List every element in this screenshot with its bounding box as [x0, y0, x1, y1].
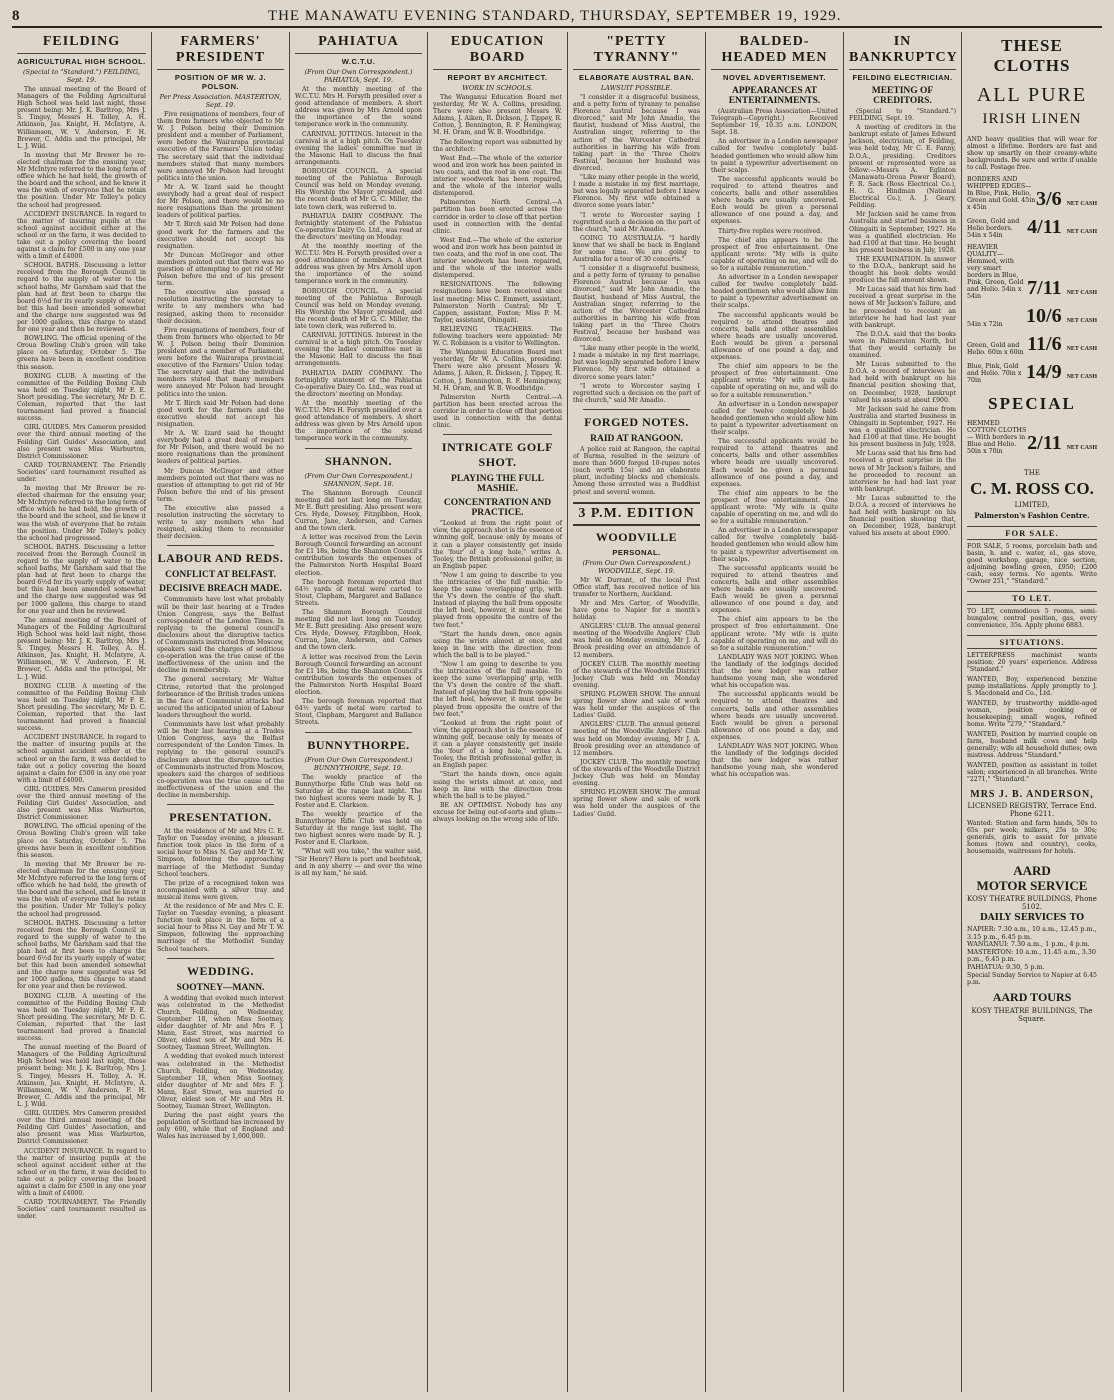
paragraph: An advertiser in a London newspaper called for twelve completely bald-headed gentlemen who would allow him to paint a typewriter advertisement on their scalps.	[711, 527, 838, 563]
price-desc: Green, Gold and Helio borders. 54in x 54in	[967, 218, 1020, 239]
paragraph: A letter was received from the Levin Borough Council forwarding an account for £1 18s, being the Shannon Council's contribution towards the expenses of the Palmerston North Hospital Board election.	[295, 653, 422, 697]
article-body	[157, 995, 284, 1141]
paragraph: LANDLADY WAS NOT JOKING. When the landlady of the lodgings decided that the new lodger was rather handsome young man, she wondered what his occupation was.	[711, 653, 838, 690]
paragraph: The Wanganui Education Board met yesterday, Mr W. A. Collins, presiding. There were also present Messrs W. Adams, J. Aiken, R. Dickson, J. Tippey, R. Cotton, J. Bennington, R. F. Hemingway, M. H. Oram, and W. B. Woodbridge.	[433, 94, 562, 137]
paragraph: ACCIDENT INSURANCE. In regard to the matter of insuring pupils at the school against accident either at the school or on the farm, it was decided to take out a policy covering the board against a claim for £500 in any one year with a limit of £4000.	[17, 210, 146, 261]
article-body	[433, 94, 562, 429]
classified-ad: TO LET, commodious 5 rooms, semi-bungalow, central position, gas, every convenience, 35s. Apply phone 6883.	[967, 608, 1097, 629]
paragraph: "Looked at from the right point of view, the approach shot is the essence of winning golf, because only by means of it can a player consistently get inside the 'four' of a long hole," writes A. Tooley, the British professional golfer, in an English paper.	[433, 719, 562, 770]
divider	[305, 448, 412, 449]
article-body	[295, 774, 422, 877]
price-value: 11/6	[1027, 333, 1062, 355]
dateline: (From Our Own Correspondent.) BUNNYTHORPE, Sept. 19.	[304, 755, 413, 772]
price-row	[967, 361, 1097, 384]
divider	[305, 732, 412, 733]
motor-line: MOTOR SERVICE	[976, 878, 1088, 893]
masthead	[12, 6, 1102, 28]
section-subheading: RAID AT RANGOON.	[590, 433, 683, 444]
paragraph: The general secretary, Mr Walter Citrine, retorted that the prolonged forbearance of the British trades unions in the face of Communist attacks had secured the anticipated union of Labour leaders throughout the world.	[157, 676, 284, 719]
section-subheading: PERSONAL.	[612, 547, 661, 557]
paragraph: The successful applicants would be required to attend theatres and concerts, balls and other assemblies where heads are usually uncovered. Each would be given a personal allowance of one pound a day, and expenses.	[711, 564, 838, 615]
paragraph: The weekly practice of the Bunnythorpe Rifle Club was held on Saturday at the range last night. The two highest scores were made by R. J. Foster and E. Clarkson.	[295, 773, 422, 809]
column-heading: IN BANKRUPTCY	[849, 32, 956, 70]
price-row	[967, 216, 1097, 239]
paragraph: Palmerston North Central.—A partition has been erected across the corridor in order to close off that portion used in connection with the dental clinic.	[433, 393, 562, 430]
section-heading: LABOUR AND REDS.	[157, 551, 284, 566]
paragraph: The D.O.A. said that the books were in Palmerston North, but that they would certainly be examined.	[849, 330, 956, 360]
paragraph: PAHIATUA DAIRY COMPANY. The fortnightly statement of the Pahiatua Co-operative Dairy Co. Ltd., was read at the directors' meeting on Monday.	[295, 369, 422, 398]
paragraph: Palmerston North Central.—A partition has been erected across the corridor in order to close off that portion used in connection with the dental clinic.	[433, 199, 562, 235]
paragraph: LANDLADY WAS NOT JOKING. When the landlady of the lodgings decided that the new lodger was rather handsome young man, she wondered what his occupation was.	[711, 742, 838, 779]
paragraph: Mr Lucas submitted to the D.O.A. a record of interviews he had held with bankrupt on his financial position showing that, on December, 1928, bankrupt valued his assets at about £900.	[849, 494, 956, 538]
paragraph: CARNIVAL JOTTINGS. Interest in the carnival is at a high pitch. On Tuesday evening the ladies' committee met in the Masonic Hall to discuss the final arrangements.	[295, 332, 422, 368]
paragraph: "Now I am going to describe to you the intricacies of the full mashie. To keep the same 'overlapping' grip, with the V's down the centre of the shaft. Instead of playing the ball from opposite the left heel, however, it must now be played from opposite the centre of the two feet."	[433, 571, 562, 629]
article-body	[17, 86, 146, 1220]
paragraph: The prize of a recognised token was accompanied with a silver tray and musical items were given.	[157, 879, 284, 901]
price-desc: BORDERS AND WHIPPED EDGES— In Blue, Pink, Helio, Green and Gold. 45in x 45in	[967, 176, 1036, 211]
edition-banner: 3 P.M. EDITION	[573, 502, 700, 526]
timetable-row: NAPIER: 7.30 a.m., 10 a.m., 12.45 p.m., 3.15 p.m., 6.45 p.m.	[967, 925, 1097, 941]
paragraph: BOXING CLUB. A meeting of the committee of the Feilding Boxing Club was held on Tuesday night, Mr F. E. Short presiding. The secretary, Mr D. C. Coleman, reported that the last tournament had proved a financial success.	[17, 992, 146, 1043]
store-the: THE	[1024, 469, 1040, 477]
paragraph: Mr Lucas submitted to the D.O.A. a record of interviews he had held with bankrupt on his financial position showing that, on December, 1928, bankrupt valued his assets at about £900.	[849, 361, 956, 404]
column-subheading: ELABORATE AUSTRAL BAN.	[578, 73, 695, 82]
paragraph: "Looked at from the right point of view, the approach shot is the essence of winning golf, because only by means of it can a player consistently get inside the 'four' of a long hole," writes A. Tooley, the British professional golfer, in an English paper.	[433, 520, 562, 570]
store-tagline: Palmerston's Fashion Centre.	[974, 511, 1090, 520]
paragraph: SCHOOL BATHS. Discussing a letter received from the Borough Council in regard to the supply of water to the school baths, Mr Garnham said that the plan had at first been to charge the board 6½d for its yearly supply of water, but this had been amended somewhat and the charge now suggested was 9d per 1000 gallons, this charge to stand for one year and then be reviewed.	[17, 262, 146, 334]
motor-subtitle: DAILY SERVICES TO	[979, 913, 1085, 923]
paragraph: An advertiser in a London newspaper called for twelve completely bald-headed gentlemen who would allow him to paint a typewriter advertisement on their scalps.	[711, 138, 838, 174]
column-heading: BALDED-HEADED MEN	[711, 32, 838, 70]
paragraph: A meeting of creditors in the bankrupt estate of James Edward Jackson, electrician, of Feilding, was held today, Mr C. E. Fanny, D.O.A., presiding. Creditors present or represented were as follow:—Messrs A. Eglinton (Manawatu-Oroua Power Board), F. R. Sack (Ross Electrical Co.), H. G. Hindman (National Electrical Co.), A. J. Geary, Feilding.	[849, 124, 956, 210]
paragraph: Mr Duncan McGregor and other members pointed out that there was no question of attempting to get rid of Mr Polson before the end of his present term.	[157, 251, 284, 288]
paragraph: JOCKEY CLUB. The monthly meeting of the stewards of the Woodville District Jockey Club was held on Monday evening.	[573, 758, 700, 788]
paragraph: The following report was submitted by the architect:	[433, 138, 562, 153]
paragraph: Five resignations of members, four of them from farmers who objected to Mr W. J. Polson being their Dominion president and a member of Parliament, were before the Wairarapa provincial executive of the Farmers' Union today. The secretary said that the individual members stated that many members were annoyed Mr Polson had brought politics into the union.	[157, 111, 284, 182]
paragraph: "Like many other people in the world, I made a mistake in my first marriage, but was legally separated before I knew Florence. My first wife obtained a divorce some years later."	[573, 345, 700, 381]
paragraph: The chief aim appears to be the prospect of free entertainment. One applicant wrote: "My wife is quite capable of operating on me, and will do so for a suitable remuneration."	[711, 616, 838, 652]
timetable-row: PAHIATUA: 9.30, 5 p.m.	[967, 962, 1045, 971]
paragraph: SCHOOL BATHS. Discussing a letter received from the Borough Council in regard to the supply of water to the school baths, Mr Garnham said that the plan had at first been to charge the board 6½d for its yearly supply of water, but this had been amended somewhat and the charge now suggested was 9d per 1000 gallons, this charge to stand for one year and then be reviewed.	[17, 919, 146, 991]
price-desc: HEAVIER QUALITY— Hemmed, with very smart borders in Blue, Pink, Green, Gold and Helio. 54in x 54in	[967, 244, 1024, 300]
paragraph: An advertiser in a London newspaper called for twelve completely bald-headed gentlemen who would allow him to paint a typewriter advertisement on their scalps.	[711, 400, 838, 437]
paragraph: Mr Duncan McGregor and other members pointed out that there was no question of attempting to get rid of Mr Polson before the end of his present term.	[157, 467, 284, 503]
article-body	[295, 490, 422, 727]
article-body	[573, 577, 700, 818]
column-heading: EDUCATION BOARD	[433, 32, 562, 70]
paragraph: The successful applicants would be required to attend theatres and concerts, balls and other assemblies where heads are usually uncovered. Each would be given a personal allowance of one pound a day, and expenses.	[711, 311, 838, 362]
column-subheading: W.C.T.U.	[341, 57, 376, 66]
paragraph: "I wrote to Worcester saying I regretted such a decision on the part of the church," said Mr Amadio.	[573, 382, 700, 404]
paragraph: ACCIDENT INSURANCE. In regard to the matter of insuring pupils at the school against accident either at the school or on the farm, it was decided to take out a policy covering the board against a claim for £500 in any one year with a limit of £4000.	[17, 734, 146, 784]
price-value: 10/6	[1026, 305, 1062, 327]
paragraph: Mr and Mrs Carter, of Woodville, have gone to Napier for a month's holiday.	[573, 599, 700, 622]
column-heading: PAHIATUA	[295, 32, 422, 54]
paragraph: The chief aim appears to be the prospect of free entertainment. One applicant wrote: "My wife is quite capable of operating on me, and will do so for a suitable remuneration."	[711, 489, 838, 526]
paragraph: BE AN OPTIMIST. Nobody has any excuse for being out-of-sorts and glum—always looking on the wrong side of life.	[433, 801, 562, 823]
section-heading: WOODVILLE	[595, 529, 678, 544]
column-heading: "PETTY TYRANNY"	[573, 32, 700, 70]
paragraph: Five resignations of members, four of them from farmers who objected to Mr W. J. Polson being their Dominion president and a member of Parliament, were before the Wairarapa provincial executive of the Farmers' Union today. The secretary said that the individual members stated that many members were annoyed Mr Polson had brought politics into the union.	[157, 326, 284, 398]
paragraph: Mr Lucas said that his firm had received a great surprise in the news of Mr Jackson's failure, and he proceeded to recount an interview he had had last year with bankrupt.	[849, 450, 956, 493]
price-note: NET CASH	[1066, 445, 1097, 451]
agency-details: LICENSED REGISTRY, Terrace End. Phone 6211.	[967, 802, 1097, 818]
paragraph: ANGLERS' CLUB. The annual general meeting of the Woodville Anglers' Club was held on Monday evening, Mr J. A. Brook presiding over an attendance of 12 members.	[573, 721, 700, 757]
column-heading: FEILDING	[17, 32, 146, 54]
paragraph: The Wanganui Education Board met yesterday, Mr W. A. Collins, presiding. There were also present Messrs W. Adams, J. Aiken, R. Dickson, J. Tippey, R. Cotton, J. Bennington, R. F. Hemingway, M. H. Oram, and W. B. Woodbridge.	[433, 349, 562, 392]
ad-tagline: ALL PURE	[976, 84, 1088, 106]
article-body	[157, 596, 284, 799]
divider	[167, 958, 274, 959]
masthead-title: THE MANAWATU EVENING STANDARD, THURSDAY, SEPTEMBER 19, 1929.	[267, 7, 842, 24]
paragraph: "I consider it a disgraceful business, and a petty form of tyranny to penalise Florence Austral because I was divorced," said Mr John Amadio, the flautist, husband of Miss Austral, the Australian singer, referring to the action of the Worcester Cathedral authorities in barring his wife from taking part in the 'Three Choirs Festival,' because her husband was divorced.	[573, 94, 700, 172]
paragraph: The Shannon Borough Council meeting did not last long on Tuesday, Mr E. Butt presiding. Also present were Crs. Hyde, Dowsey, Fitzgibbon, Hook, Curran, Jane, Anderson, and Carnes and the town clerk.	[295, 609, 422, 652]
paragraph: GOING TO AUSTRALIA. "I hardly know that we shall be back in England for some time. We are going to Australia for a tour of 30 concerts."	[573, 234, 700, 264]
paragraph: Mr A. W. Izard said he thought everybody had a great deal of respect for Mr Polson, and there would be no more resignations than the prominent leaders of political parties.	[157, 183, 284, 220]
price-note: NET CASH	[1066, 346, 1097, 352]
paragraph: ANGLERS' CLUB. The annual general meeting of the Woodville Anglers' Club was held on Monday evening, Mr J. A. Brook presiding over an attendance of 12 members.	[573, 623, 700, 659]
paragraph: Mr Jackson said he came from Australia and started business in Ohingaiti in September, 1927. He was a qualified electrician. He had £100 at that time. He bought his present business in July, 1928.	[849, 211, 956, 254]
divider	[167, 804, 274, 805]
paragraph: CARD TOURNAMENT. The Friendly Societies' card tournament resulted as under.	[17, 1199, 146, 1221]
paragraph: GIRL GUIDES. Mrs Cameron presided over the third annual meeting of the Feilding Girl Guides' Association, and also present was Miss Warburton, District Commissioner.	[17, 1110, 146, 1146]
paragraph: RESIGNATIONS. The following resignations have been received since last meeting: Miss C. Emmett, assistant, Palmerston North Central; Mr T. Cappen, assistant, Foxton; Miss P. M. Taylor, assistant, Ohingaiti.	[433, 281, 562, 324]
column-subheading: POSITION OF MR W. J. POLSON.	[174, 73, 267, 91]
price-desc: HEMMED COTTON CLOTHS— With borders in Blue and Helio. 50in x 70in	[967, 420, 1027, 455]
classified-heading: SITUATIONS.	[967, 635, 1097, 649]
price-row	[967, 420, 1097, 455]
paragraph: Thirty-five replies were received.	[718, 227, 823, 235]
price-row	[967, 244, 1097, 300]
price-value: 3/6	[1036, 188, 1062, 210]
column-feilding	[12, 32, 152, 1392]
classified-ad: LETTERPRESS machinist wants position; 20 years' experience. Address "Standard."	[967, 652, 1097, 673]
paragraph: THE EXAMINATION. In answer to the D.O.A., bankrupt said he thought his book debts would produce the full amount shown.	[849, 255, 956, 285]
paragraph: The executive also passed a resolution instructing the secretary to write to any members who had resigned, asking them to reconsider their decision.	[157, 504, 284, 541]
paragraph: The executive also passed a resolution instructing the secretary to write to any members who had resigned, asking them to reconsider their decision.	[157, 289, 284, 325]
paragraph: BOWLING. The official opening of the Oroua Bowling Club's green will take place on Saturday, October 5. The greens have been in excellent condition this season.	[17, 335, 146, 371]
paragraph: Communists have lost what probably will be their last hearing at a Trades Union Congress, says the Belfast correspondent of the London Times. In replying to the general council's disclosure about the disruptive tactics of Communists instructed from Moscow, speakers said the charges of seditious co-operation was the true cause of the ineffectiveness of the union and the decline in membership.	[157, 596, 284, 675]
timetable	[967, 926, 1097, 972]
paragraph: A police raid at Rangoon, the capital of Burma, resulted in the seizure of more than 5600 forged 10-rupee notes (each worth 15s) and an elaborate plant, including blocks and chemicals. Among those arrested was a Buddhist priest and several women.	[573, 445, 700, 496]
paragraph: Mr W. Durrant, of the local Post Office staff, has received notice of his transfer to Northern, Auckland.	[573, 576, 700, 598]
price-note: NET CASH	[1066, 201, 1097, 207]
paragraph: The successful applicants would be required to attend theatres and concerts, balls and other assemblies where heads are usually uncovered. Each would be given a personal allowance of one pound a day, and expenses.	[711, 175, 838, 226]
column-advertisements	[962, 32, 1102, 1392]
paragraph: Mr A. W. Izard said he thought everybody had a great deal of respect for Mr Polson, and there would be no more resignations than the prominent leaders of political parties.	[157, 430, 284, 466]
paragraph: The annual meeting of the Board of Managers of the Feilding Agricultural High School was held last night, those present being: Mr. J. K. Barltrop, Mrs J. S. Tingey, Messrs H. Tolley, A. H. Atkinson, Jas. Knight, H. McIntyre, A. Williamson, W. V. Anderson, F. H. Brewer, C. Addis and the principal, Mr L. J. Wild.	[17, 616, 146, 681]
paragraph: SPRING FLOWER SHOW. The annual spring flower show and sale of work was held under the auspices of the Ladies' Guild.	[573, 789, 700, 818]
paragraph: At the monthly meeting of the W.C.T.U. Mrs H. Forsyth presided over a good attendance of members. A short address was given by Mrs Arnold upon the importance of the sound temperance work in the community.	[295, 242, 422, 286]
section-subheading: DECISIVE BREACH MADE.	[159, 584, 282, 595]
dateline: WORK IN SCHOOLS.	[462, 84, 533, 92]
classified-ad: FOR SALE, 5 rooms, porcelain bath and basin, h. and c. water, el., gas stove, good workshop, garage, nice section, adjoining bowling green, £950; £200 cash, easy terms. No agents. Write "Owner 251," "Standard."	[967, 543, 1097, 585]
paragraph: GIRL GUIDES. Mrs Cameron presided over the third annual meeting of the Feilding Girl Guides' Association, and also present was Miss Warburton, District Commissioner.	[17, 785, 146, 822]
dateline: (Special to "Standard.") FEILDING, Sept. 19.	[22, 68, 141, 84]
paragraph: West End.—The whole of the exterior wood and iron work has been painted in two coats, and the roof in one coat. The interior woodwork has been repaired, and the whole of the interior walls distempered.	[433, 154, 562, 198]
timetable-row: WANGANUI: 7.30 a.m., 1 p.m., 4 p.m.	[967, 940, 1090, 949]
price-note: NET CASH	[1066, 318, 1097, 324]
paragraph: The borough foreman reported that 64½ yards of metal were carted to Stout, Clapham, Margaret and Ballance Streets.	[295, 698, 422, 727]
motor-service-title	[967, 863, 1097, 893]
section-heading: BUNNYTHORPE.	[307, 737, 410, 752]
page-number: 8	[12, 7, 20, 24]
section-subheading: PLAYING THE FULL MASHIE.	[451, 474, 544, 495]
section-heading: FORGED NOTES.	[584, 414, 689, 429]
paragraph: An advertiser in a London newspaper called for twelve completely bald-headed gentlemen who would allow him to paint a typewriter advertisement on their scalps.	[711, 274, 838, 310]
paragraph: The weekly practice of the Bunnythorpe Rifle Club was held on Saturday at the range last night. The two highest scores were made by R. J. Foster and E. Clarkson.	[295, 810, 422, 847]
price-desc: 54in x 72in	[967, 321, 1003, 328]
dateline: LAWSUIT POSSIBLE.	[600, 84, 673, 92]
ad-product: IRISH LINEN	[982, 111, 1082, 127]
article-body	[849, 108, 956, 537]
divider	[443, 434, 552, 435]
column-farmers-president	[152, 32, 290, 1392]
section-heading: INTRICATE GOLF SHOT.	[441, 440, 554, 470]
column-pahiatua	[290, 32, 428, 1392]
price-desc: Blue, Pink, Gold and Helio. 70in x 70in	[967, 363, 1022, 384]
article-body	[295, 86, 422, 443]
price-value: 4/11	[1027, 216, 1062, 238]
dateline: (From Our Own Correspondent.) WOODVILLE, Sept. 19.	[582, 558, 691, 575]
paragraph: At the residence of Mr and Mrs C. E. Taylor on Tuesday evening, a pleasant function took place in the form of a social hour to Miss N. Gay and Mr T. W. Simpson, following the approaching marriage of the Methodist Sunday School teachers.	[157, 828, 284, 878]
section-heading: WEDDING.	[186, 963, 254, 978]
paragraph: A wedding that evoked much interest was celebrated in the Methodist Church, Feilding, on Wednesday, September 18, when Miss Sootney, elder daughter of Mr and Mrs F. J. Mann, East Street, was married to Oliver, eldest son of Mr and Mrs H. Sootney, Tasman Street, Wellington.	[157, 1053, 284, 1111]
classified-heading: TO LET.	[967, 591, 1097, 605]
price-note: NET CASH	[1066, 290, 1097, 296]
paragraph: "Start the hands down, once again using the wrists almost at once, and keep in line with the direction from which the ball is to be played."	[433, 630, 562, 659]
classified-ad: WANTED, Boy, experienced benzine pump installations. Apply promptly to J. S. Macdonald and Co., Ltd.	[967, 676, 1097, 697]
paragraph: SPRING FLOWER SHOW. The annual spring flower show and sale of work was held under the auspices of the Ladies' Guild.	[573, 691, 700, 720]
section-subheading: SOOTNEY—MANN.	[176, 982, 265, 993]
paragraph: PAHIATUA DAIRY COMPANY. The fortnightly statement of the Pahiatua Co-operative Dairy Co. Ltd., was read at the directors' meeting on Monday.	[295, 212, 422, 241]
store-limited: LIMITED,	[1014, 501, 1050, 509]
paragraph: "I wrote to Worcester saying I regretted such a decision on the part of the church," said Mr Amadio.	[573, 211, 700, 233]
motor-line: AARD	[1013, 863, 1051, 878]
classified-ad: WANTED, position as assistant in toilet salon; experienced in all branches. Write "2271," "Standard."	[967, 762, 1097, 783]
paragraph: CARNIVAL JOTTINGS. Interest in the carnival is at a high pitch. On Tuesday evening the ladies' committee met in the Masonic Hall to discuss the final arrangements.	[295, 130, 422, 166]
paragraph: "I consider it a disgraceful business, and a petty form of tyranny to penalise Florence Austral because I was divorced," said Mr John Amadio, the flautist, husband of Miss Austral, the Australian singer, referring to the action of the Worcester Cathedral authorities in barring his wife from taking part in the 'Three Choirs Festival,' because her husband was divorced.	[573, 265, 700, 344]
dateline: (From Our Own Correspondent.) SHANNON, Sept. 18.	[304, 471, 413, 488]
paragraph: The annual meeting of the Board of Managers of the Feilding Agricultural High School was held last night, those present being: Mr. J. K. Barltrop, Mrs J. S. Tingey, Messrs H. Tolley, A. H. Atkinson, Jas. Knight, H. McIntyre, A. Williamson, W. V. Anderson, F. H. Brewer, C. Addis and the principal, Mr L. J. Wild.	[17, 86, 146, 150]
section-subheading: APPEARANCES AT ENTERTAINMENTS.	[728, 86, 821, 106]
section-heading: PRESENTATION.	[169, 810, 272, 825]
column-subheading: FEILDING ELECTRICIAN.	[852, 73, 953, 82]
tours-title: AARD TOURS	[992, 989, 1072, 1004]
paragraph: The chief aim appears to be the prospect of free entertainment. One applicant wrote: "My wife is quite capable of operating on me, and will do so for a suitable remuneration."	[711, 363, 838, 399]
motor-address: KOSY THEATRE BUILDINGS, Phone 5102.	[967, 895, 1097, 911]
article-body	[573, 446, 700, 496]
ad-headline: THESE CLOTHS	[993, 36, 1071, 75]
section-subheading: MEETING OF CREDITORS.	[871, 86, 934, 106]
agency-text: Wanted: Station and farm hands, 50s to 65s per week; milkers, 25s to 30s; generals, girls to assist for private homes (town and country), cooks, housemaids, waitresses for hotels.	[967, 820, 1097, 855]
ad-intro: AND heavy qualities that will wear for almost a lifetime. Borders are fast and show up smartly on their creamy-white backgrounds. Be sure and write if unable to call. Postage free.	[967, 136, 1097, 171]
column-in-bankruptcy	[844, 32, 962, 1392]
paragraph: The successful applicants would be required to attend theatres and concerts, balls and other assemblies where heads are usually uncovered. Each would be given a personal allowance of one pound a day, and expenses.	[711, 438, 838, 488]
paragraph: In moving that Mr Brewer be re-elected chairman for the ensuing year, Mr McIntyre referred to the long term of office which he had held, the growth of the board and the school, and he knew it was the wish of everyone that he retain the position. Under Mr Tolley's policy the school had progressed.	[17, 860, 146, 918]
article-body	[157, 111, 284, 540]
paragraph: West End.—The whole of the exterior wood and iron work has been painted in two coats, and the roof in one coat. The interior woodwork has been repaired, and the whole of the interior walls distempered.	[433, 236, 562, 280]
article-body	[157, 828, 284, 953]
paragraph: JOCKEY CLUB. The monthly meeting of the stewards of the Woodville District Jockey Club was held on Monday evening.	[573, 660, 700, 689]
paragraph: BOWLING. The official opening of the Oroua Bowling Club's green will take place on Saturday, October 5. The greens have been in excellent condition this season.	[17, 823, 146, 859]
paragraph: BOROUGH COUNCIL. A special meeting of the Pahiatua Borough Council was held on Monday evening. His Worship the Mayor presided, and the recent death of Mr G. C. Miller, the late town clerk, was referred to.	[295, 287, 422, 330]
paragraph: BOXING CLUB. A meeting of the committee of the Feilding Boxing Club was held on Tuesday night, Mr F. E. Short presiding. The secretary, Mr D. C. Coleman, reported that the last tournament had proved a financial success.	[17, 372, 146, 423]
column-education-board	[428, 32, 568, 1392]
article-body	[433, 520, 562, 823]
section-subheading: CONCENTRATION AND PRACTICE.	[443, 498, 552, 519]
paragraph: GIRL GUIDES. Mrs Cameron presided over the third annual meeting of the Feilding Girl Guides' Association, and also present was Miss Warburton, District Commissioner.	[17, 424, 146, 460]
article-body	[711, 108, 838, 778]
article-body	[573, 94, 700, 404]
paragraph: RELIEVING TEACHERS. The following teachers were appointed: Mr W. C. Robinson is a visitor to Wellington.	[433, 325, 562, 348]
classified-ad: WANTED, by trustworthy middle-aged woman, position cooking or housekeeping; small wages, refined home. Write "279," "Standard."	[967, 700, 1097, 728]
paragraph: The Shannon Borough Council meeting did not last long on Tuesday, Mr E. Butt presiding. Also present were Crs. Hyde, Dowsey, Fitzgibbon, Hook, Curran, Jane, Anderson, and Carnes and the town clerk.	[295, 489, 422, 532]
dateline: (From Our Own Correspondent.) PAHIATUA, Sept. 19.	[304, 68, 413, 84]
price-note: NET CASH	[1066, 374, 1097, 380]
paragraph: BOROUGH COUNCIL. A special meeting of the Pahiatua Borough Council was held on Monday evening. His Worship the Mayor presided, and the recent death of Mr G. C. Miller, the late town clerk, was referred to.	[295, 168, 422, 211]
paragraph: A wedding that evoked much interest was celebrated in the Methodist Church, Feilding, on Wednesday, September 18, when Miss Sootney, elder daughter of Mr and Mrs F. J. Mann, East Street, was married to Oliver, eldest son of Mr and Mrs H. Sootney, Tasman Street, Wellington.	[157, 994, 284, 1052]
classified-heading: FOR SALE.	[967, 526, 1097, 540]
divider	[583, 409, 690, 410]
paragraph: Mr T. Birch said Mr Polson had done good work for the farmers and the executive should not accept his resignation.	[157, 221, 284, 250]
paragraph: "Like many other people in the world, I made a mistake in my first marriage, but was legally separated before I knew Florence. My first wife obtained a divorce some years later."	[573, 174, 700, 210]
column-subheading: REPORT BY ARCHITECT.	[447, 73, 548, 82]
paragraph: (Special to "Standard.") FEILDING, Sept. 19.	[849, 108, 956, 123]
divider	[167, 545, 274, 546]
paragraph: ACCIDENT INSURANCE. In regard to the matter of insuring pupils at the school against accident either at the school or on the farm, it was decided to take out a policy covering the board against a claim for £500 in any one year with a limit of £4000.	[17, 1147, 146, 1198]
paragraph: BOXING CLUB. A meeting of the committee of the Feilding Boxing Club was held on Tuesday night, Mr F. E. Short presiding. The secretary, Mr D. C. Coleman, reported that the last tournament had proved a financial success.	[17, 682, 146, 733]
special-heading: SPECIAL	[988, 394, 1076, 413]
column-subheading: NOVEL ADVERTISEMENT.	[723, 73, 826, 82]
paragraph: At the residence of Mr and Mrs C. E. Taylor on Tuesday evening, a pleasant function took place in the form of a social hour to Miss N. Gay and Mr T. W. Simpson, following the approaching marriage of the Methodist Sunday School teachers.	[157, 903, 284, 953]
paragraph: The borough foreman reported that 64½ yards of metal were carted to Stout, Clapham, Margaret and Ballance Streets.	[295, 578, 422, 607]
paragraph: Mr Jackson said he came from Australia and started business in Ohingaiti in September, 1927. He was a qualified electrician. He had £100 at that time. He bought his present business in July, 1928.	[849, 405, 956, 449]
paragraph: SCHOOL BATHS. Discussing a letter received from the Borough Council in regard to the supply of water to the school baths, Mr Garnham said that the plan had at first been to charge the board 6½d for its yearly supply of water, but this had been amended somewhat and the charge now suggested was 9d per 1000 gallons, this charge to stand for one year and then be reviewed.	[17, 543, 146, 615]
price-value: 14/9	[1026, 361, 1062, 383]
paragraph: The chief aim appears to be the prospect of free entertainment. One applicant wrote: "My wife is quite capable of operating on me, and will do so for a suitable remuneration."	[711, 236, 838, 272]
classified-ad: WANTED, Position by married couple on farm, husband milk cows and help generally; wife all household duties; own mistress. Address "Standard."	[967, 731, 1097, 759]
timetable-row: MASTERTON: 10 a.m., 11.45 a.m., 3.30 p.m., 6.45 p.m.	[967, 947, 1096, 964]
paragraph: Mr T. Birch said Mr Polson had done good work for the farmers and the executive should not accept his resignation.	[157, 399, 284, 428]
paragraph: "What will you take," the waiter said, "Sir Henry? Here is port and beefsteak, and in any sherry — and over the wine is all my ham," he said.	[295, 848, 422, 877]
special-service-note: Special Sunday Service to Napier at 6.45 p.m.	[967, 971, 1097, 986]
agency-name: MRS J. B. ANDERSON,	[970, 789, 1094, 800]
store-name: C. M. ROSS CO.	[970, 479, 1094, 498]
paragraph: The successful applicants would be required to attend theatres and concerts, balls and other assemblies where heads are usually uncovered. Each would be given a personal allowance of one pound a day, and expenses.	[711, 691, 838, 741]
paragraph: (Australian Press Association—United Telegraph—Copyright.) Received September 19, 10.35 a.m. LONDON, Sept. 18.	[711, 108, 838, 137]
dateline: Per Press Association. MASTERTON, Sept. 19.	[159, 93, 282, 109]
section-heading: SHANNON.	[324, 453, 392, 468]
price-desc: Green, Gold and Helio. 60in x 60in	[967, 342, 1024, 356]
price-row	[967, 305, 1097, 328]
paragraph: At the monthly meeting of the W.C.T.U. Mrs H. Forsyth presided over a good attendance of members. A short address was given by Mrs Arnold upon the importance of the sound temperance work in the community.	[295, 399, 422, 443]
paragraph: During the past eight years the population of Scotland has increased by only 600, while that of England and Wales has increased by 1,600,000.	[157, 1112, 284, 1141]
price-value: 2/11	[1027, 432, 1062, 454]
paragraph: Mr Lucas said that his firm had received a great surprise in the news of Mr Jackson's failure, and he proceeded to recount an interview he had had last year with bankrupt.	[849, 286, 956, 329]
price-note: NET CASH	[1066, 229, 1097, 235]
section-subheading: CONFLICT AT BELFAST.	[165, 570, 276, 581]
paragraph: In moving that Mr Brewer be re-elected chairman for the ensuing year, Mr McIntyre referred to the long term of office which he had held, the growth of the board and the school, and he knew it was the wish of everyone that he retain the position. Under Mr Tolley's policy the school had progressed.	[17, 485, 146, 542]
paragraph: CARD TOURNAMENT. The Friendly Societies' card tournament resulted as under.	[17, 461, 146, 483]
column-petty-tyranny	[568, 32, 706, 1392]
column-heading: FARMERS' PRESIDENT	[157, 32, 284, 70]
paragraph: In moving that Mr Brewer be re-elected chairman for the ensuing year, Mr McIntyre referred to the long term of office which he had held, the growth of the board and the school, and he knew it was the wish of everyone that he retain the position. Under Mr Tolley's policy the school had progressed.	[17, 151, 146, 209]
tours-address: KOSY THEATRE BUILDINGS, The Square.	[971, 1006, 1093, 1023]
price-row	[967, 176, 1097, 211]
price-row	[967, 333, 1097, 356]
paragraph: The annual meeting of the Board of Managers of the Feilding Agricultural High School was held last night, those present being: Mr. J. K. Barltrop, Mrs J. S. Tingey, Messrs H. Tolley, A. H. Atkinson, Jas. Knight, H. McIntyre, A. Williamson, W. V. Anderson, F. H. Brewer, C. Addis and the principal, Mr L. J. Wild.	[17, 1044, 146, 1108]
paragraph: At the monthly meeting of the W.C.T.U. Mrs H. Forsyth presided over a good attendance of members. A short address was given by Mrs Arnold upon the importance of the sound temperance work in the community.	[295, 86, 422, 129]
paragraph: A letter was received from the Levin Borough Council forwarding an account for £1 18s, being the Shannon Council's contribution towards the expenses of the Palmerston North Hospital Board election.	[295, 534, 422, 577]
price-value: 7/11	[1027, 277, 1062, 299]
column-subheading: AGRICULTURAL HIGH SCHOOL.	[17, 57, 146, 66]
column-balded-headed-men	[706, 32, 844, 1392]
paragraph: "Start the hands down, once again using the wrists almost at once, and keep in line with the direction from which the ball is to be played."	[433, 771, 562, 800]
paragraph: Communists have lost what probably will be their last hearing at a Trades Union Congress, says the Belfast correspondent of the London Times. In replying to the general council's disclosure about the disruptive tactics of Communists instructed from Moscow, speakers said the charges of seditious co-operation was the true cause of the ineffectiveness of the union and the decline in membership.	[157, 721, 284, 799]
paragraph: "Now I am going to describe to you the intricacies of the full mashie. To keep the same 'overlapping' grip, with the V's down the centre of the shaft. Instead of playing the ball from opposite the left heel, however, it must now be played from opposite the centre of the two feet."	[433, 661, 562, 718]
